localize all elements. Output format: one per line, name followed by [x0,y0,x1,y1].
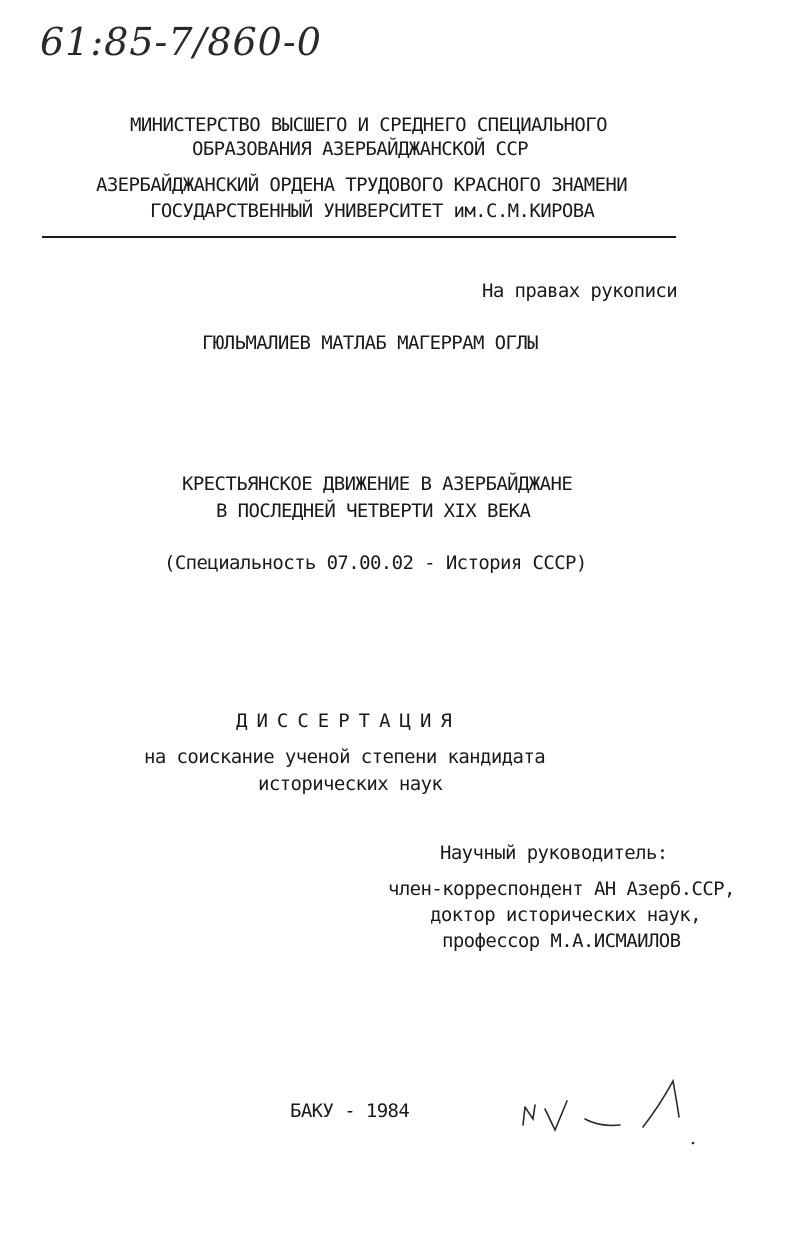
archive-code: 61:85-7/860-0 [40,20,322,64]
supervisor-label: Научный руководитель: [440,842,668,864]
signature [515,1075,705,1150]
dissertation-heading: ДИССЕРТАЦИЯ [236,710,461,732]
supervisor-line-2: доктор исторических наук, [430,904,701,926]
ministry-line-2: ОБРАЗОВАНИЯ АЗЕРБАЙДЖАНСКОЙ ССР [192,138,529,160]
ministry-line-1: МИНИСТЕРСТВО ВЫСШЕГО И СРЕДНЕГО СПЕЦИАЛЬНОГО [130,114,607,136]
manuscript-note: На правах рукописи [482,280,678,302]
specialty: (Специальность 07.00.02 - История СССР) [164,552,587,574]
title-line-1: КРЕСТЬЯНСКОЕ ДВИЖЕНИЕ В АЗЕРБАЙДЖАНЕ [182,473,573,495]
university-line-1: АЗЕРБАЙДЖАНСКИЙ ОРДЕНА ТРУДОВОГО КРАСНОГО ЗНАМЕНИ [96,174,628,196]
supervisor-line-3: профессор М.А.ИСМАИЛОВ [442,930,681,952]
university-line-2: ГОСУДАРСТВЕННЫЙ УНИВЕРСИТЕТ им.С.М.КИРОВА [150,200,595,222]
dissertation-line-2: исторических наук [258,773,443,795]
header-divider [42,236,676,238]
place-year: БАКУ - 1984 [290,1100,410,1122]
author-name: ГЮЛЬМАЛИЕВ МАТЛАБ МАГЕРРАМ ОГЛЫ [202,332,539,354]
dissertation-line-1: на соискание ученой степени кандидата [144,746,546,768]
title-line-2: В ПОСЛЕДНЕЙ ЧЕТВЕРТИ XIX ВЕКА [216,500,531,522]
supervisor-line-1: член-корреспондент АН Азерб.ССР, [388,878,735,900]
